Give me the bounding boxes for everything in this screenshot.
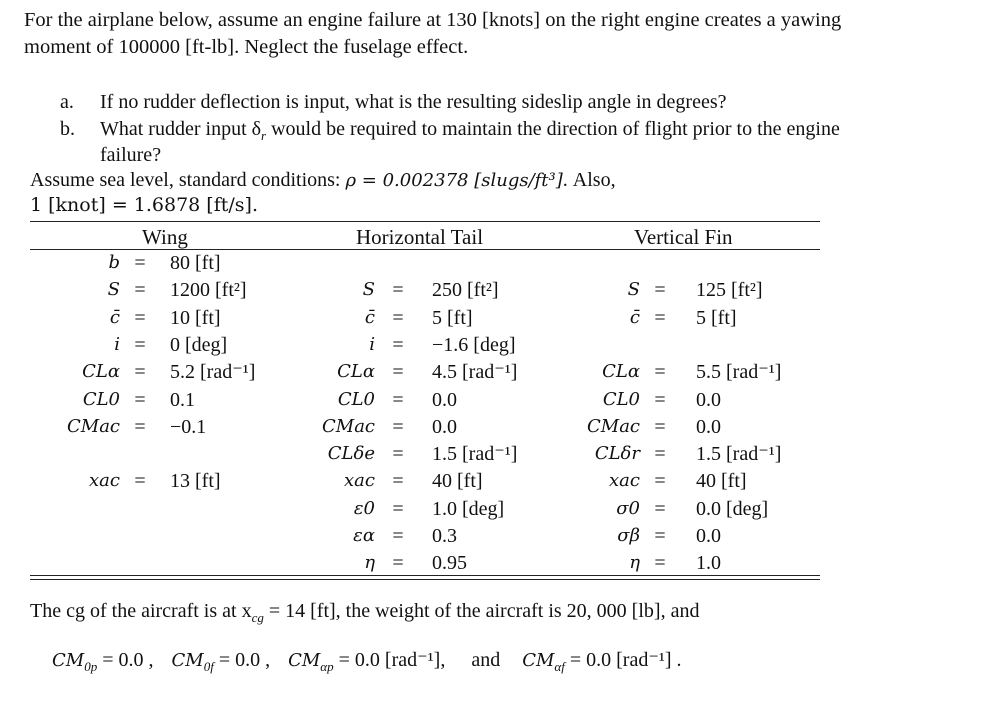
fin-value: 1.5 [rad⁻¹] xyxy=(696,443,782,466)
question-b-text xyxy=(100,117,840,148)
footer-line-1 xyxy=(30,599,699,630)
tail-value: −1.6 [deg] xyxy=(432,333,516,356)
wing-value: 0.1 xyxy=(170,388,195,411)
question-b-text-part2: would be required to maintain the direction of flight prior to the engine xyxy=(271,118,840,140)
fin-symbol: c̄ xyxy=(629,306,640,328)
fin-equals: = xyxy=(654,470,666,493)
wing-symbol: c̄ xyxy=(109,306,120,328)
wing-symbol: xac xyxy=(89,470,120,492)
wing-value: 13 [ft] xyxy=(170,470,221,493)
tail-equals: = xyxy=(392,388,404,411)
tail-equals: = xyxy=(392,361,404,384)
cm0p-value: = 0.0 , xyxy=(97,649,154,671)
header-vertical-fin: Vertical Fin xyxy=(634,225,733,249)
header-horizontal-tail: Horizontal Tail xyxy=(356,225,484,249)
fin-value: 5.5 [rad⁻¹] xyxy=(696,361,782,384)
and-word: and xyxy=(471,649,501,671)
cmaf-label: CM xyxy=(522,650,555,671)
tail-equals: = xyxy=(392,470,404,493)
tail-value: 0.95 xyxy=(432,552,467,575)
wing-value: 80 [ft] xyxy=(170,252,221,274)
wing-equals: = xyxy=(134,388,146,411)
fin-equals: = xyxy=(654,306,666,329)
tail-symbol: ε0 xyxy=(353,497,375,519)
fin-value: 0.0 xyxy=(696,415,721,438)
wing-equals: = xyxy=(134,470,146,493)
tail-symbol: CLα xyxy=(337,361,375,383)
tail-value: 4.5 [rad⁻¹] xyxy=(432,361,518,384)
tail-symbol: η xyxy=(364,552,375,574)
conditions-line-2: 1 [knot] = 1.6878 [ft/s]. xyxy=(30,194,258,216)
conditions-text-a: Assume sea level, standard conditions: xyxy=(30,169,346,191)
fin-equals: = xyxy=(654,361,666,384)
fin-value: 125 [ft²] xyxy=(696,279,763,302)
wing-symbol: CLα xyxy=(82,361,120,383)
wing-value: 10 [ft] xyxy=(170,306,221,329)
table-bottom-rule-2 xyxy=(30,579,820,580)
fin-value: 0.0 [deg] xyxy=(696,497,769,520)
tail-value: 5 [ft] xyxy=(432,306,473,329)
tail-symbol: i xyxy=(369,333,375,355)
fin-symbol: σβ xyxy=(617,525,640,546)
wing-equals: = xyxy=(134,361,146,384)
tail-symbol: CMac xyxy=(321,415,375,437)
wing-symbol: S xyxy=(107,279,120,301)
fin-symbol: xac xyxy=(609,470,640,492)
header-wing: Wing xyxy=(142,225,188,249)
question-b-cont: failure? xyxy=(100,144,162,166)
tail-symbol: xac xyxy=(344,470,375,492)
tail-value: 0.0 xyxy=(432,415,457,438)
footer-xcg-sub: cg xyxy=(251,610,264,625)
wing-equals: = xyxy=(134,279,146,302)
tail-value: 0.3 xyxy=(432,525,457,547)
wing-equals: = xyxy=(134,333,146,356)
wing-equals: = xyxy=(134,252,146,274)
tail-symbol: εα xyxy=(353,525,375,546)
footer-text-a: The cg of the aircraft is at x xyxy=(30,600,252,622)
wing-equals: = xyxy=(134,415,146,438)
fin-equals: = xyxy=(654,279,666,302)
tail-symbol: S xyxy=(362,279,375,301)
cmaf-sub: αf xyxy=(554,659,565,674)
cm0p-sub: 0p xyxy=(84,659,98,674)
wing-symbol: CL0 xyxy=(82,388,120,410)
tail-value: 40 [ft] xyxy=(432,470,483,493)
question-b-marker: b. xyxy=(60,118,75,140)
question-a-text: If no rudder deflection is input, what is the resulting sideslip angle in degrees? xyxy=(100,91,727,113)
tail-symbol: CL0 xyxy=(337,388,375,410)
fin-symbol: S xyxy=(627,279,640,301)
fin-value: 0.0 xyxy=(696,388,721,411)
tail-equals: = xyxy=(392,279,404,302)
footer-text-b: = 14 [ft], the weight of the aircraft is 20, 000 [lb], and xyxy=(263,600,700,622)
tail-value: 1.5 [rad⁻¹] xyxy=(432,443,518,466)
fin-symbol: CLδr xyxy=(594,443,640,465)
fin-value: 40 [ft] xyxy=(696,470,747,493)
fin-symbol: CLα xyxy=(602,361,640,383)
fin-symbol: σ0 xyxy=(616,497,640,519)
question-b-sub: r xyxy=(261,128,267,143)
wing-value: −0.1 xyxy=(170,415,207,438)
fin-symbol: CL0 xyxy=(602,388,640,410)
tail-equals: = xyxy=(392,415,404,438)
tail-equals: = xyxy=(392,443,404,466)
fin-equals: = xyxy=(654,388,666,411)
tail-equals: = xyxy=(392,525,404,547)
cm0f-sub: 0f xyxy=(203,659,214,674)
wing-value: 5.2 [rad⁻¹] xyxy=(170,361,256,384)
cm0f-value: = 0.0 , xyxy=(213,649,271,671)
wing-symbol: b xyxy=(108,252,120,273)
wing-value: 0 [deg] xyxy=(170,333,228,356)
cmaf-value: = 0.0 [rad⁻¹] . xyxy=(564,649,682,671)
fin-equals: = xyxy=(654,497,666,520)
cm0f-label: CM xyxy=(171,650,204,671)
cmap-value: = 0.0 [rad⁻¹], xyxy=(333,649,446,671)
intro-line-2: moment of 100000 [ft-lb]. Neglect the fuselage effect. xyxy=(24,36,469,58)
rho-value: ρ = 0.002378 [slugs/ft³] xyxy=(345,170,563,191)
tail-equals: = xyxy=(392,552,404,575)
fin-symbol: η xyxy=(629,552,640,574)
cmap-sub: αp xyxy=(320,659,334,674)
fin-equals: = xyxy=(654,552,666,575)
fin-value: 1.0 xyxy=(696,552,721,575)
wing-symbol: i xyxy=(114,333,120,355)
wing-equals: = xyxy=(134,306,146,329)
conditions-line-1 xyxy=(30,168,616,193)
cmap-label: CM xyxy=(288,650,321,671)
tail-equals: = xyxy=(392,497,404,520)
fin-equals: = xyxy=(654,415,666,438)
question-b-text-part1: What rudder input δ xyxy=(100,118,262,140)
tail-equals: = xyxy=(392,306,404,329)
cm0p-label: CM xyxy=(52,650,85,671)
fin-equals: = xyxy=(654,443,666,466)
tail-value: 1.0 [deg] xyxy=(432,497,505,520)
tail-value: 0.0 xyxy=(432,388,457,411)
fin-symbol: CMac xyxy=(586,415,640,437)
tail-symbol: CLδe xyxy=(327,443,375,465)
wing-symbol: CMac xyxy=(66,415,120,437)
table-top-rule xyxy=(30,221,820,222)
table-bottom-rule-1 xyxy=(30,575,820,576)
wing-value: 1200 [ft²] xyxy=(170,279,247,302)
fin-value: 5 [ft] xyxy=(696,306,737,329)
tail-symbol: c̄ xyxy=(364,306,375,328)
intro-line-1: For the airplane below, assume an engine failure at 130 [knots] on the right engine creates a yawing xyxy=(24,9,842,31)
tail-equals: = xyxy=(392,333,404,356)
tail-value: 250 [ft²] xyxy=(432,279,499,302)
conditions-text-b: . Also, xyxy=(562,169,616,191)
fin-value: 0.0 xyxy=(696,525,721,547)
footer-line-2 xyxy=(52,648,682,679)
question-a-marker: a. xyxy=(60,91,74,113)
fin-equals: = xyxy=(654,525,666,547)
table-header-rule xyxy=(30,249,820,250)
